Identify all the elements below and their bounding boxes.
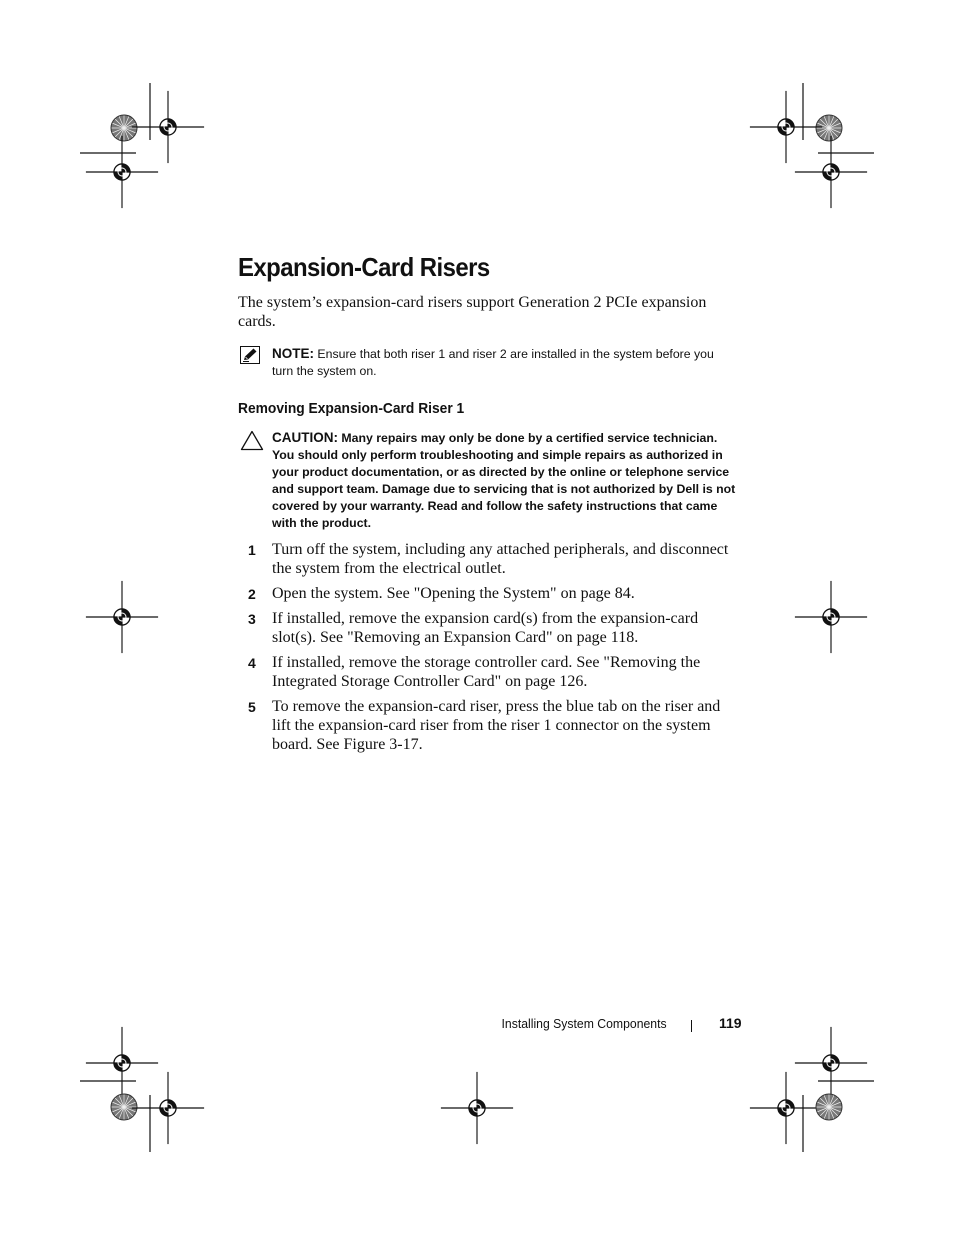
step-text: If installed, remove the expansion card(s) from the expansion-card slot(s). See "Removing an Expansion Card" on page 118. [272, 610, 699, 646]
step-text: To remove the expansion-card riser, press the blue tab on the riser and lift the expansion-card riser from the riser 1 connector on the system board. See Figure 3-17. [272, 698, 721, 753]
step-number: 5 [248, 699, 256, 715]
caution-label: CAUTION: [272, 430, 338, 445]
intro-paragraph: The system’s expansion-card risers support Generation 2 PCIe expansion cards. [238, 294, 707, 330]
pencil-note-icon [240, 346, 260, 364]
step-text: Open the system. See "Opening the System" on page 84. [272, 585, 635, 602]
footer-section-title: Installing System Components [501, 1016, 667, 1031]
caution-text: Many repairs may only be done by a certified service technician. You should only perform troubleshooting and simple repairs as authorized in your product documentation, or as directed by the online or telephone service and support team. Damage due to servicing that is not authorized by Dell is not covered by your warranty. Read and follow the safety instructions that came with the product. [272, 431, 736, 530]
list-item [238, 697, 738, 754]
note-text: Ensure that both riser 1 and riser 2 are installed in the system before you turn the system on. [272, 347, 714, 378]
note-label: NOTE: [272, 346, 314, 361]
list-item [238, 584, 738, 603]
caution-block [238, 429, 738, 532]
list-item [238, 540, 738, 578]
main-content [238, 252, 738, 760]
list-item [238, 653, 738, 691]
step-text: Turn off the system, including any attached peripherals, and disconnect the system from the electrical outlet. [272, 541, 729, 577]
step-number: 4 [248, 655, 256, 671]
page-title: Expansion-Card Risers [238, 252, 490, 282]
list-item [238, 609, 738, 647]
footer-divider [691, 1020, 692, 1032]
steps-list [238, 540, 738, 754]
page-number: 119 [719, 1015, 742, 1031]
step-number: 3 [248, 611, 256, 627]
note-block [238, 345, 738, 380]
caution-triangle-icon [240, 430, 264, 451]
step-number: 1 [248, 542, 256, 558]
step-number: 2 [248, 586, 256, 602]
step-text: If installed, remove the storage controller card. See "Removing the Integrated Storage Controller Card" on page 126. [272, 654, 701, 690]
section-heading: Removing Expansion-Card Riser 1 [238, 400, 465, 417]
